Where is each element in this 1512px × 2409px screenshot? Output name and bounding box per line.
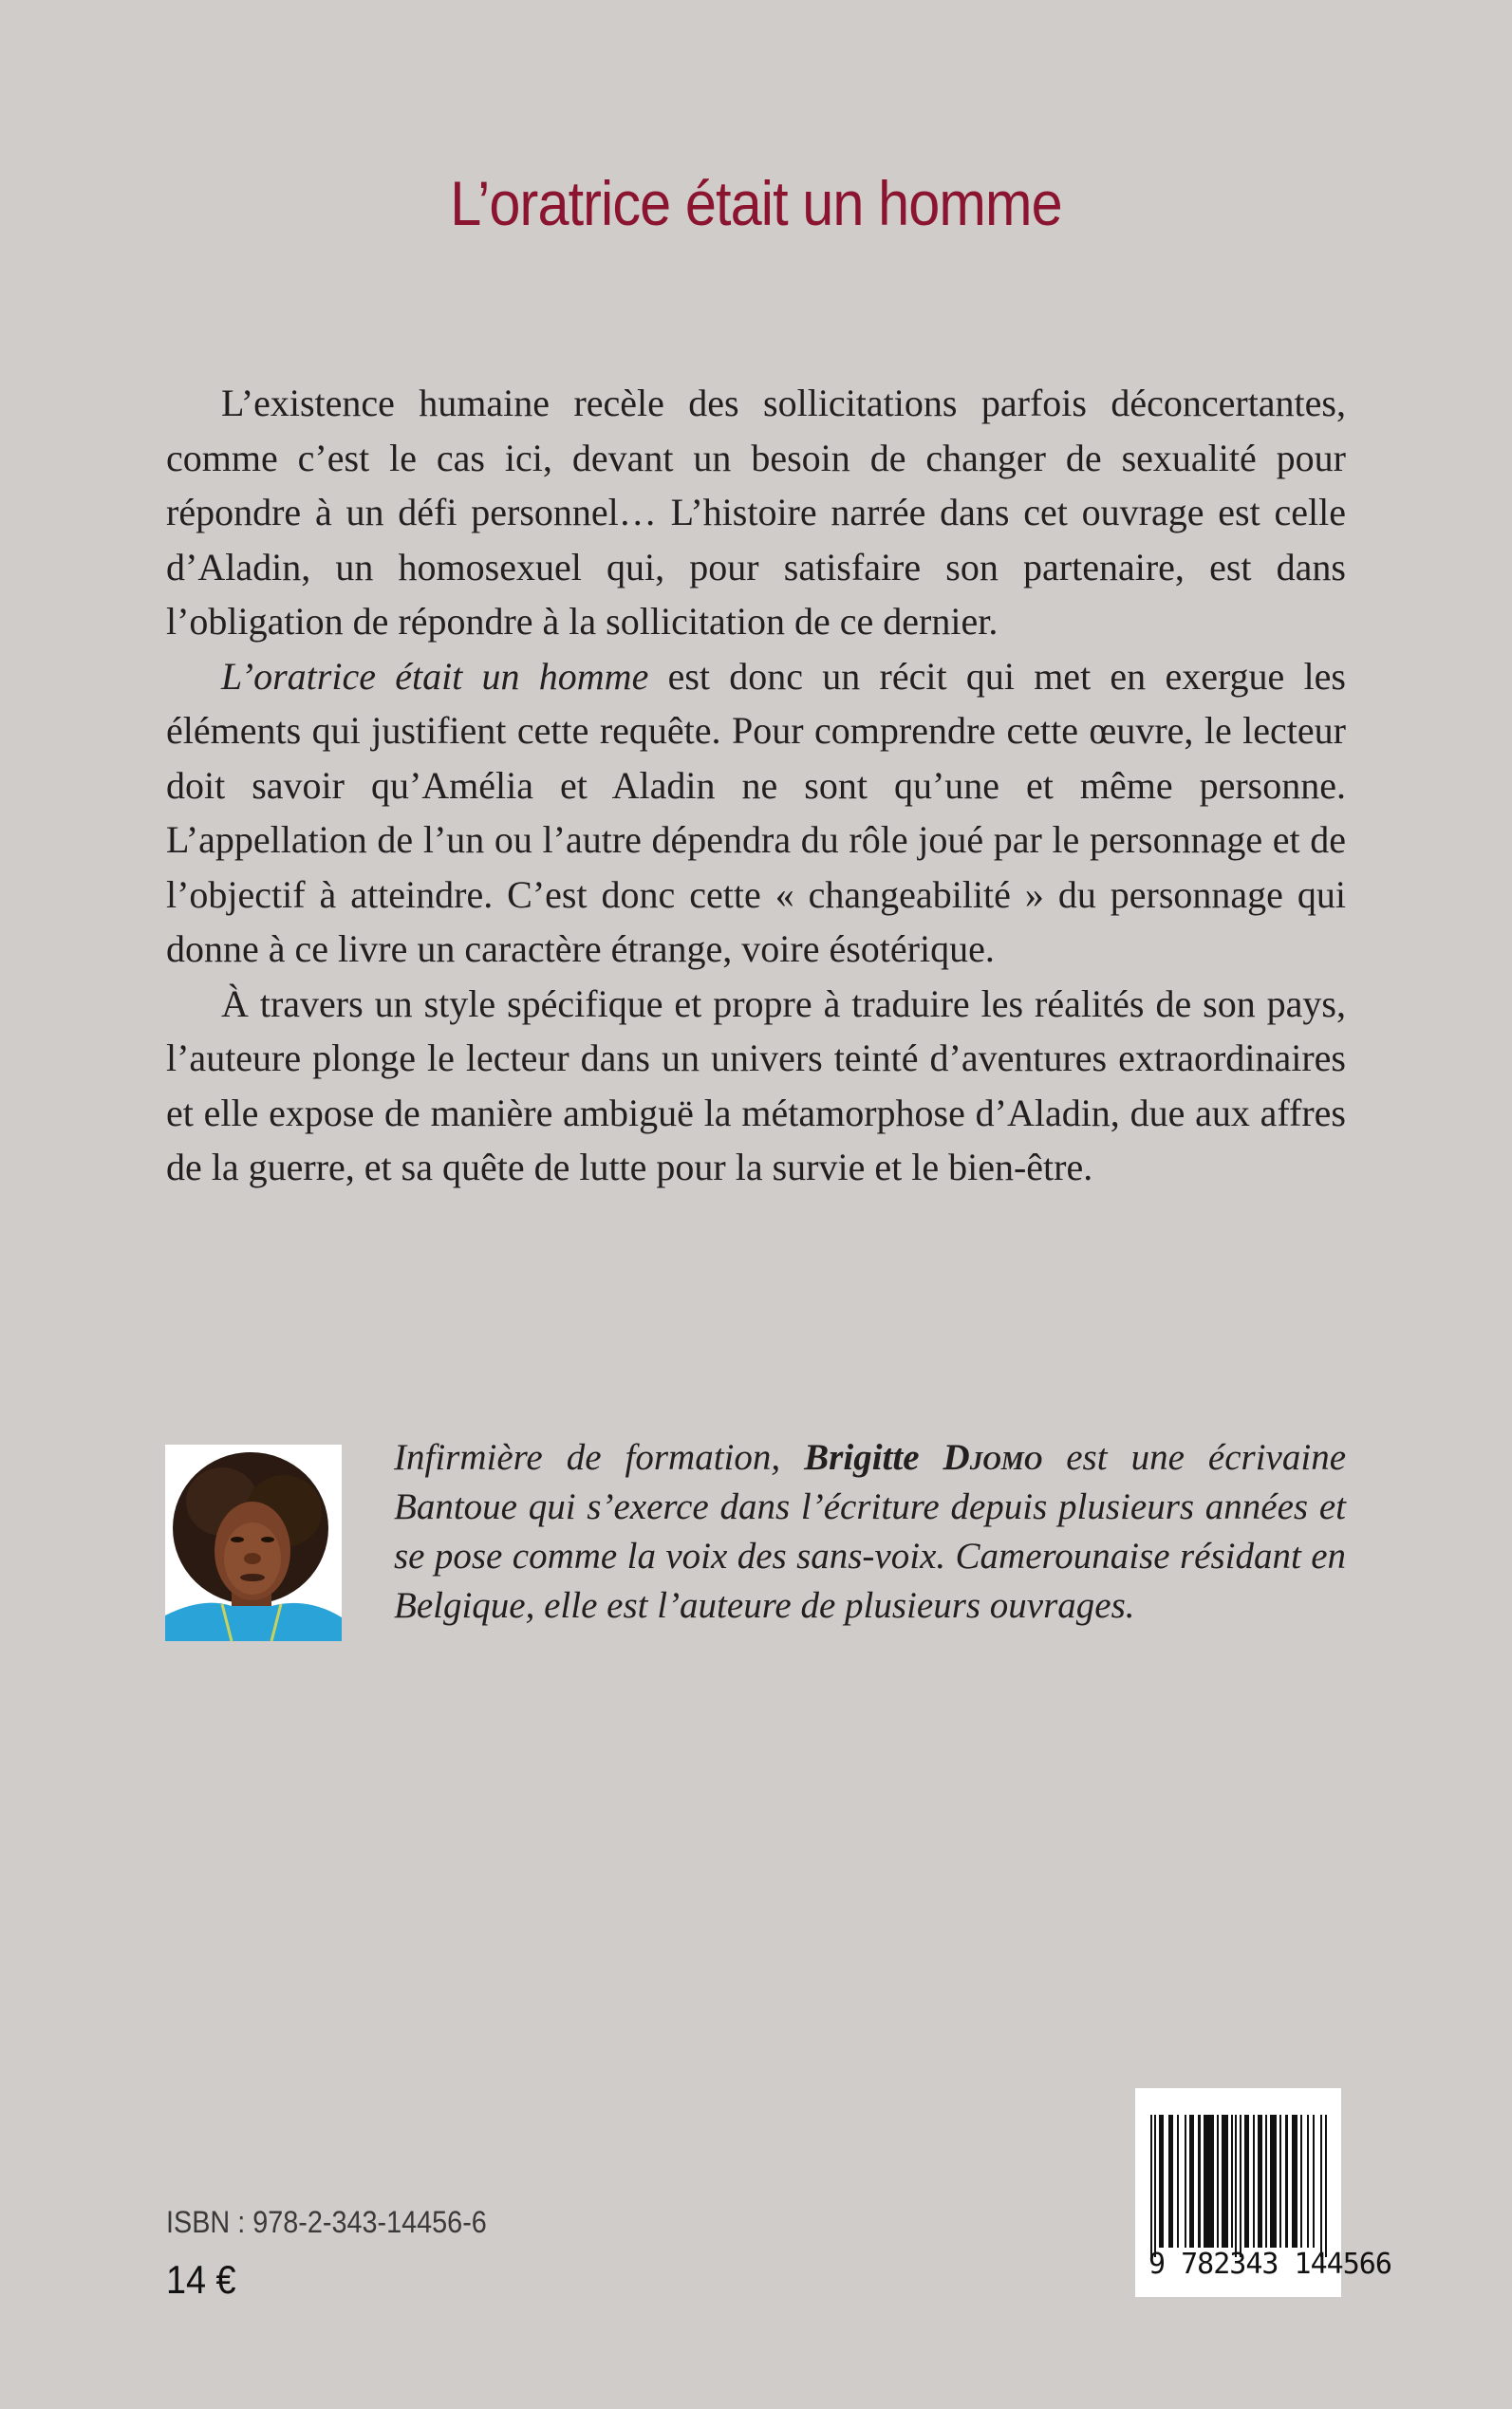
isbn: ISBN : 978-2-343-14456-6 (166, 2205, 487, 2239)
blurb-paragraph-2-title-italic: L’oratrice était un homme (221, 654, 649, 698)
blurb-paragraph-2-text: est donc un récit qui met en exergue les éléments qui justifient cette requête. Pour comprendre cette œuvre, le lecteur doit savoir qu’Amélia et Aladin ne sont qu’une et même personne. L’appellation de l’un ou l’autre dépendra du rôle joué par le personnage et de l’objectif à atteindre. C’est donc cette « changeabilité » du personnage qui donne à ce livre un caractère étrange, voire ésotérique. (166, 654, 1346, 970)
blurb-paragraph-2 (166, 649, 1346, 977)
isbn-barcode (1135, 2088, 1391, 2297)
barcode-digits: 9 782343 144566 (1148, 2248, 1391, 2281)
back-cover-blurb (166, 376, 1346, 1195)
author-bio (394, 1433, 1346, 1631)
author-name (804, 1437, 1042, 1478)
blurb-paragraph-3 (166, 977, 1346, 1195)
blurb-paragraph-3-text: À travers un style spécifique et propre à traduire les réalités de son pays, l’auteure plonge le lecteur dans un univers teinté d’aventures extraordinaires et elle expose de manière ambiguë la métamorphose d’Aladin, due aux affres de la guerre, et sa quête de lutte pour la survie et le bien-être. (166, 981, 1346, 1188)
blurb-paragraph-1-text: L’existence humaine recèle des sollicitations parfois déconcertantes, comme c’est le cas ici, devant un besoin de changer de sexualité pour répondre à un défi personnel… L’histoire narrée dans cet ouvrage est celle d’Aladin, un homosexuel qui, pour satisfaire son partenaire, est dans l’obligation de répondre à la sollicitation de ce dernier. (166, 382, 1346, 643)
author-first-name: Brigitte (804, 1437, 943, 1478)
book-title: L’oratrice était un homme (450, 168, 1062, 238)
blurb-paragraph-1 (166, 376, 1346, 649)
author-photo (165, 1445, 342, 1641)
barcode-icon (1148, 2115, 1335, 2257)
author-last-name: Djomo (943, 1437, 1043, 1478)
price: 14 € (166, 2257, 236, 2302)
author-portrait-icon (165, 1445, 342, 1641)
author-bio-prefix: Infirmière de formation, (394, 1437, 805, 1478)
author-bio-suffix: est une écrivaine Bantoue qui s’exerce dans l’écriture depuis plusieurs années et se pose comme la voix des sans-voix. Camerounaise résidant en Belgique, elle est l’auteure de plusieurs ouvrages. (394, 1437, 1347, 1626)
